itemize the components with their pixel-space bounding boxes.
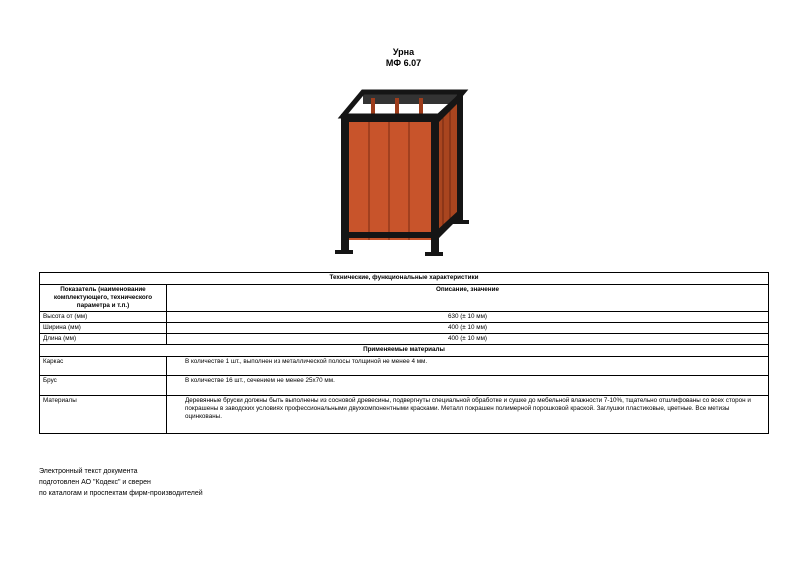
value-cell: 400 (± 10 мм)	[167, 334, 769, 345]
urn-foot	[335, 250, 353, 254]
title-name: Урна	[392, 47, 415, 57]
urn-foot	[425, 252, 443, 256]
table-row	[40, 323, 769, 334]
material-desc-cell: В количестве 16 шт., сечением не менее 25х70 мм.	[167, 376, 769, 396]
material-desc-cell: Деревянные бруски должны быть выполнены из сосновой древесины, подвергнуты специальной обработке и сушке до мебельной влажности 7-10%, тщательно отшлифованы со всех сторон и покрашены в заводских условиях профессиональными двухкомпонентными красками. Металл покрашен полимерной порошковой краской. Заглушки пластиковые, цветные. Все метизы оцинкованы.	[167, 396, 769, 434]
material-name-cell: Материалы	[40, 396, 167, 434]
table-row	[40, 334, 769, 345]
footer-line: Электронный текст документа	[39, 468, 138, 475]
urn-front-panel	[349, 122, 433, 240]
urn-front-bottom-rail	[343, 232, 439, 238]
urn-back-right-post	[457, 94, 463, 222]
footer-line: подготовлен АО "Кодекс" и сверен	[39, 479, 151, 486]
column-header-value: Описание, значение	[167, 285, 769, 312]
material-name-cell: Брус	[40, 376, 167, 396]
column-header-param: Показатель (наименование комплектующего, технического параметра и т.п.)	[40, 285, 167, 312]
table-row	[40, 396, 769, 434]
table-row	[40, 376, 769, 396]
spec-table	[39, 272, 769, 434]
table-row	[40, 312, 769, 323]
value-cell: 630 (± 10 мм)	[167, 312, 769, 323]
param-cell: Высота от (мм)	[40, 312, 167, 323]
param-cell: Длина (мм)	[40, 334, 167, 345]
title-model: МФ 6.07	[385, 58, 422, 68]
material-name-cell: Каркас	[40, 357, 167, 376]
section-materials-header: Применяемые материалы	[40, 345, 769, 357]
footer-line: по каталогам и проспектам фирм-производителей	[39, 490, 203, 497]
value-cell: 400 (± 10 мм)	[167, 323, 769, 334]
urn-foot	[451, 220, 469, 224]
document-footer	[39, 466, 203, 499]
document-title	[0, 47, 807, 69]
section-tech-header: Технические, функциональные характеристики	[40, 273, 769, 285]
urn-front-left-post	[341, 114, 349, 250]
urn-front-top-rail	[343, 114, 439, 122]
param-cell: Ширина (мм)	[40, 323, 167, 334]
table-row	[40, 357, 769, 376]
product-image	[335, 82, 470, 264]
material-desc-cell: В количестве 1 шт., выполнен из металлической полосы толщиной не менее 4 мм.	[167, 357, 769, 376]
